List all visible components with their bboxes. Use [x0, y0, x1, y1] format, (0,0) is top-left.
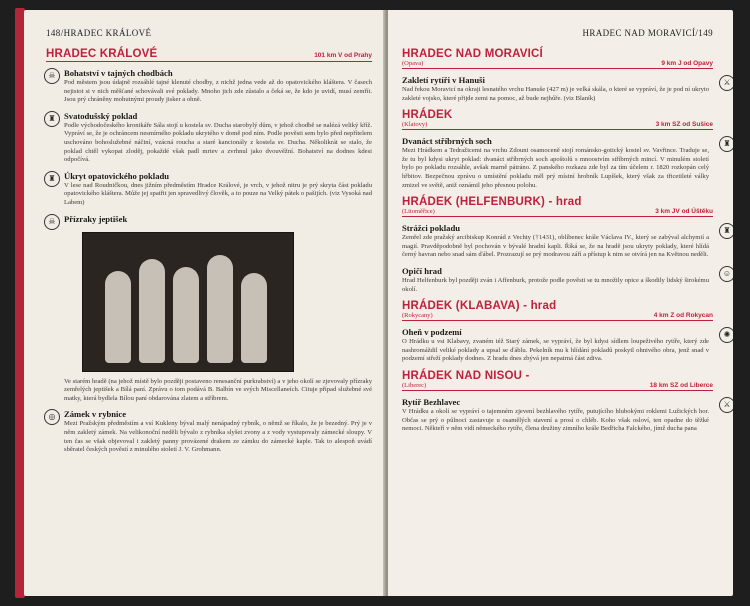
entry-title: Rytíř Bezhlavec	[402, 396, 461, 407]
entry	[402, 265, 732, 294]
running-head-left: 148/HRADEC KRÁLOVÉ	[46, 28, 152, 38]
entry	[46, 68, 372, 105]
illustration-figure	[105, 271, 131, 363]
entry	[402, 75, 731, 103]
entry	[46, 111, 372, 165]
entry-text: Nad řekou Moravicí na okraji lesnatého vrchu Hanuše (427 m) je velká skála, o které se vypráví, že je pod ní ukryto zakleté vojsko, které přijde zemi na pomoc, až bude nejhůře. (viz Blaník)	[402, 86, 709, 102]
entry	[402, 327, 731, 364]
entry-text: Mezi Hrádkem a Tedražicemi na vrchu Zdouni osamoceně stojí románsko-gotický kostel sv. Vavřince. Traduje se, že tu byl kdysi ukryt poklad: dvanáct stříbrných soch apoštolů s mnoostvím stříbrných mincí. V minulém století bylo po pokladu rozsáhle, avšak marně pátráno. Z panského rozkazu zde byl za tím účelem r. 1820 rozkopán celý hřbitov. Bezpečnou zprávu o umístění pokladu měl prý místní hrobník Lupíšek, který však za třicetileté války zmizel ve světě, aniž oznámil jeho přesnou polohu.	[402, 147, 709, 189]
illustration-figure	[207, 255, 233, 363]
entry	[46, 214, 372, 224]
section-title: HRADEC NAD MORAVICÍ	[402, 48, 543, 60]
ghost-icon: ☠	[44, 68, 60, 84]
entry	[46, 409, 372, 454]
ghost-icon: ☠	[44, 214, 60, 230]
running-head-right: HRADEC NAD MORAVICÍ/149	[582, 28, 713, 38]
entry-text: Mezi Pražským předměstím a vsí Kukleny býval malý nenápadný rybník, o němž se říkalo, že je bezedný. Prý je v něm zakletý zámek. Na velikonoční neděli bývalo z rybníka slyšet zvony a z vody vystupovaly zámecké sloupy. V ten čas se však objevoval i zakletý panny provázené drakem ze zámku do zámecké kaple. Tak to alespoň uvádí sběratel českých pověstí z minulého století J. V. Grohmann.	[64, 420, 372, 454]
section-title: HRÁDEK	[402, 109, 453, 122]
fish-icon: ◎	[44, 409, 60, 425]
entry-title: Opičí hrad	[402, 265, 442, 276]
section-hradec-nad-moravici	[402, 48, 713, 69]
section-title: HRADEC KRÁLOVÉ	[46, 48, 158, 60]
section-hradec-kralove	[46, 48, 372, 62]
entry-title: Úkryt opatovického pokladu	[64, 170, 170, 181]
entry-text: O Hrádku u vsi Klabavy, zvaném též Starý zámek, se vypráví, že byl kdysi sídlem loupeživého rytíře, který zde nashromáždil veliké poklady a upsal se ďáblu. Pekelník mu k hlídání pokladů poskytl ohnivého obra, jenž snad v podzemí střeží poklady dodnes. Z hradu dnes zbývá jen nepatrná část zdiva.	[402, 338, 709, 363]
knight-icon: ⚔	[719, 75, 733, 91]
entry-text: Pod městem jsou údajně rozsáhlé tajné klenuté chodby, z nichž jedna vede až do opatovického kláštera. V časech nejistot si v nich měšťané schovávali své poklady. Mnoho jich zde zůstalo a čeká se, že kdo je uvidí, musí zemřít. Jsou prý chráněny mohutnými proudy jisker a ohně.	[64, 79, 372, 104]
section-hradek-nad-nisou	[402, 370, 713, 391]
section-district: (Liberec)	[402, 381, 427, 389]
entry-text: V lese nad Roudničkou, dnes jižním předměstím Hradce Králové, je vrch, v jehož nitru je prý skryta část pokladu opatovického kláštera. Může jej spatřit jen spravedlivý člověk, a to pouze na Velký pátek o pašijích. (viz Vysoká nad Labem)	[64, 181, 372, 206]
entry	[46, 171, 372, 208]
fire-icon: ✺	[719, 327, 733, 343]
entry-text: Ve starém hradě (na jehož místě bylo později postaveno renesanční purkrabství) a v jeho okolí se zjevovaly přízraky zemřelých jeptišek a Bílá paní. Zprávu o tom podává B. Balbín ve svých Miscellaneích. Cituje případ služebné své matky, která bydlela Bílou paní obdarována zlatem a stříbrem.	[64, 377, 372, 402]
illustration-ghost-nuns	[82, 232, 294, 372]
entry-text: Hrad Helfenburk byl později zván i Affenburk, protože podle pověsti se tu množily opice a škodily lidský širokému okolí.	[402, 276, 709, 293]
chest-icon: ♜	[44, 171, 60, 187]
left-page	[24, 10, 386, 596]
entry-title: Přízraky jeptišek	[64, 213, 128, 224]
entry-text: V Hrádku a okolí se vypráví o tajemném zjevení bezhlavého rytíře, putujícího hlubokými roklemi Lužických hor. Občas se prý o půlnoci zastavuje u osamělých stavení a prosí o chléb. Koho však osloví, ten opadne do těžké nemoci. Někteří v něm vidí německého rytíře, člena družiny zimního krále Bedřicha Falckého, jímž ducha pana	[402, 407, 709, 433]
section-distance: 101 km V od Prahy	[314, 52, 372, 59]
section-district: (Litoměřice)	[402, 208, 435, 216]
entry-title: Dvanáct stříbrných soch	[402, 136, 492, 147]
entry-text: Podle východočeského kronikáře Sála stojí u kostela sv. Ducha starobylý dům, v jehož chodbě se nalézá veliký kříž. Vypráví se, že je ochráncem nesmírného pokladu ukrytého v domě pod ním. Podle pověsti sem bylo před nepřítelem uschováno bohoslužebné náčiní, vzácná roucha a staré kancionály z kostela sv. Ducha. Několikrát se stalo, že poklad chtěl vykopat zloděj, pokaždé však padl mrtev a zvrhnul jako dvouvěžní. Bohatství na dodnes kdesi odpočívá.	[64, 121, 372, 164]
knight-icon: ⚔	[719, 397, 733, 413]
section-distance: 18 km SZ od Liberce	[649, 381, 713, 389]
illustration-figure	[241, 273, 267, 363]
entry-text: Zemřel zde pražský arcibiskup Konrád z Vechty (†1431), oblíbenec krále Václava IV., který se zabýval alchymií a magií. Pravděpodobně byl pochován v bývalé hradní kapli. Říká se, že na hradě jsou ukryty poklady, které hlídá černý havran nebo snad sám ďábel. Prozrazují se prý modravou září a přístup k nim se otvírá jen na Květnou neděli.	[402, 234, 709, 259]
section-title: HRÁDEK NAD NISOU -	[402, 369, 530, 382]
entry-title: Bohatství v tajných chodbách	[64, 68, 173, 78]
entry	[402, 396, 731, 434]
section-district: (Klatovy)	[402, 121, 428, 129]
section-distance: 4 km Z od Rokycan	[653, 312, 713, 320]
section-hradek	[402, 109, 713, 130]
section-title: HRÁDEK (HELFENBURK) - hrad	[402, 196, 582, 209]
section-district: (Opava)	[402, 60, 424, 67]
entry-title: Oheň v podzemí	[402, 327, 462, 338]
entry-title: Zámek v rybnice	[64, 409, 127, 420]
monkey-icon: ☺	[719, 266, 733, 282]
chest-icon: ♜	[44, 111, 60, 127]
illustration-figure	[173, 267, 199, 363]
chest-icon: ♜	[719, 223, 733, 239]
section-distance: 9 km J od Opavy	[661, 60, 713, 67]
section-distance: 3 km JV od Úštěku	[655, 208, 713, 216]
entry-title: Zakletí rytíři v Hanuši	[402, 75, 485, 85]
section-hradek-klabava	[402, 300, 713, 321]
section-title: HRÁDEK (KLABAVA) - hrad	[402, 300, 557, 313]
section-distance: 3 km SZ od Sušice	[655, 121, 713, 129]
section-district: (Rokycany)	[402, 312, 433, 320]
entry	[402, 136, 731, 190]
right-page	[388, 10, 733, 596]
entry-title: Svatodušský poklad	[64, 110, 138, 121]
entry-title: Strážci pokladu	[402, 223, 461, 234]
illustration-figure	[139, 259, 165, 363]
entry	[402, 223, 731, 260]
section-hradek-helfenburk	[402, 196, 713, 217]
chest-icon: ♜	[719, 136, 733, 152]
